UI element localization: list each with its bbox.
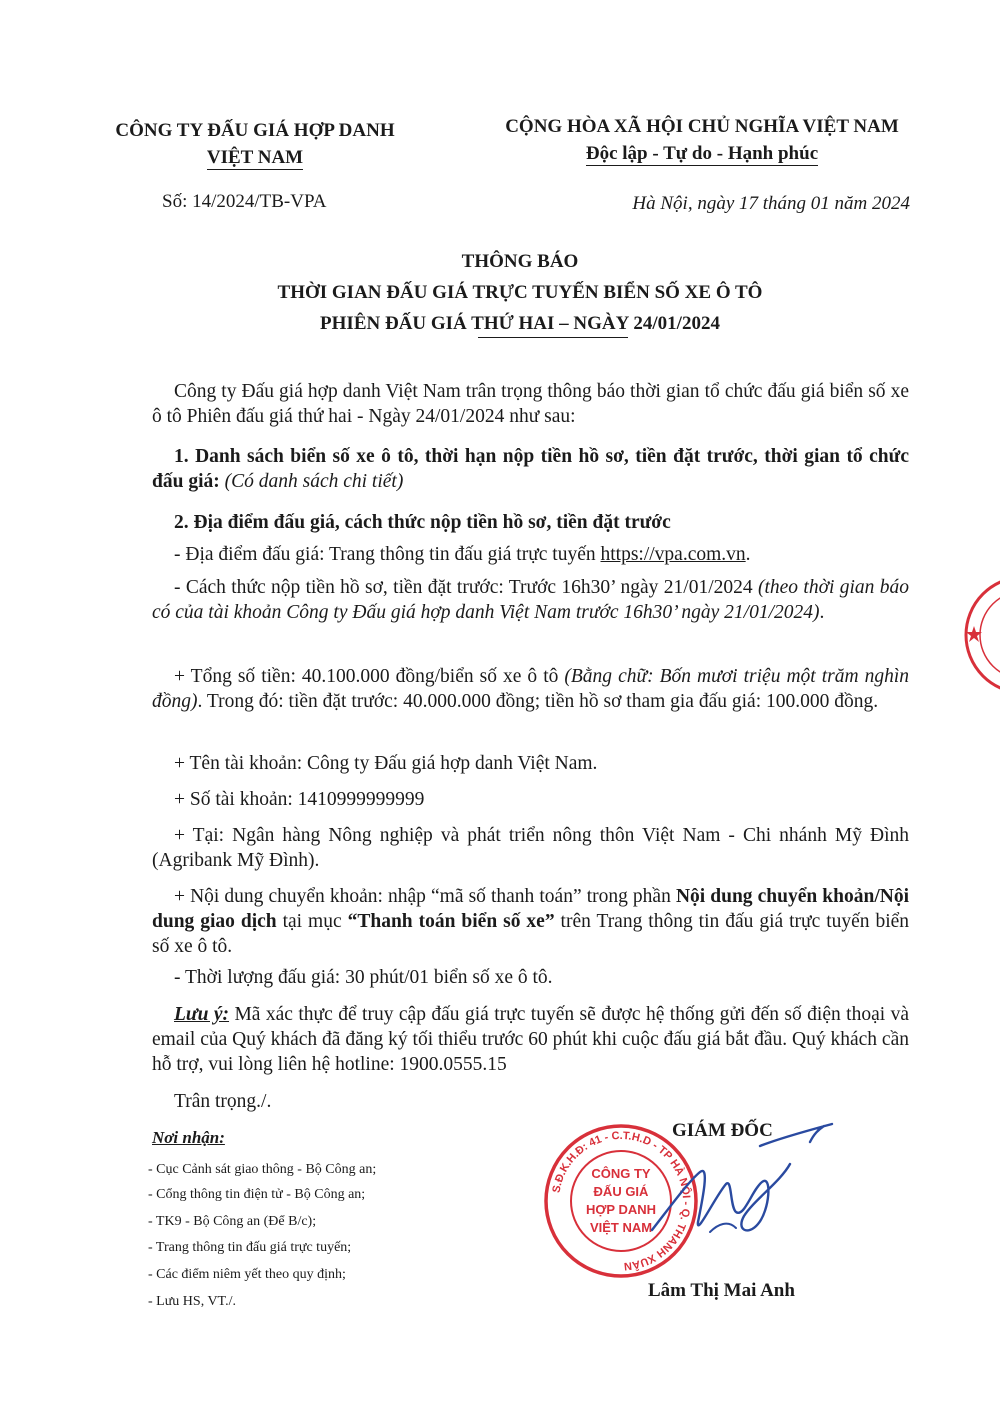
transfer-content: + Nội dung chuyển khoản: nhập “mã số thanh toán” trong phần Nội dung chuyển khoản/Nội dung giao dịch tại mục “Thanh toán biển số xe” trên Trang thông tin đấu giá trực tuyến biển số xe ô tô. bbox=[152, 886, 910, 957]
company-name-line2: VIỆT NAM bbox=[206, 147, 304, 168]
auction-location: - Địa điểm đấu giá: Trang thông tin đấu giá trực tuyến https://vpa.com.vn. bbox=[174, 544, 751, 565]
nation-motto: Độc lập - Tự do - Hạnh phúc bbox=[585, 143, 819, 164]
recipients-label: Nơi nhận: bbox=[152, 1128, 225, 1147]
recipient-item: - Các điểm niêm yết theo quy định; bbox=[148, 1267, 346, 1282]
place-and-date: Hà Nội, ngày 17 tháng 01 năm 2024 bbox=[632, 193, 910, 214]
account-number: + Số tài khoản: 1410999999999 bbox=[174, 789, 425, 810]
section-1-heading: 1. Danh sách biển số xe ô tô, thời hạn nộp tiền hồ sơ, tiền đặt trước, thời gian tổ chức đấu giá: bbox=[152, 446, 909, 492]
payment-method: - Cách thức nộp tiền hồ sơ, tiền đặt trước: Trước 16h30’ ngày 21/01/2024 (theo thời gian báo có của tài khoản Công ty Đấu giá hợp danh Việt Nam trước 16h30’ ngày 21/01/2024). bbox=[152, 577, 910, 623]
edge-seal bbox=[958, 574, 1000, 696]
title-line3: PHIÊN ĐẤU GIÁ THỨ HAI – NGÀY 24/01/2024 bbox=[320, 313, 720, 334]
recipient-item: - TK9 - Bộ Công an (Để B/c); bbox=[148, 1214, 317, 1229]
total-amount: + Tổng số tiền: 40.100.000 đồng/biển số xe ô tô (Bằng chữ: Bốn mươi triệu một trăm nghìn đồng). Trong đó: tiền đặt trước: 40.000.000 đồng; tiền hồ sơ tham gia đấu giá: 100.000 đồng. bbox=[152, 666, 910, 712]
signer-position: GIÁM ĐỐC bbox=[672, 1120, 773, 1141]
signature-scribble bbox=[640, 1112, 840, 1262]
signer-name: Lâm Thị Mai Anh bbox=[648, 1280, 795, 1301]
company-name-line1: CÔNG TY ĐẤU GIÁ HỢP DANH bbox=[115, 120, 395, 141]
company-name bbox=[80, 117, 430, 171]
title-line2: THỜI GIAN ĐẤU GIÁ TRỰC TUYẾN BIỂN SỐ XE Ô TÔ bbox=[277, 282, 763, 303]
website-link[interactable]: https://vpa.com.vn bbox=[600, 544, 746, 565]
closing: Trân trọng./. bbox=[174, 1091, 272, 1112]
svg-text:HỢP DANH: HỢP DANH bbox=[585, 1202, 657, 1217]
auction-duration: - Thời lượng đấu giá: 30 phút/01 biển số xe ô tô. bbox=[174, 967, 553, 988]
note-label: Lưu ý: bbox=[174, 1004, 230, 1025]
svg-text:VIỆT NAM: VIỆT NAM bbox=[589, 1220, 653, 1235]
nation-title: CỘNG HÒA XÃ HỘI CHỦ NGHĨA VIỆT NAM bbox=[505, 116, 899, 137]
title-line1: THÔNG BÁO bbox=[461, 251, 579, 272]
intro-paragraph: Công ty Đấu giá hợp danh Việt Nam trân trọng thông báo thời gian tổ chức đấu giá biển số xe ô tô Phiên đấu giá thứ hai - Ngày 24/01/2024 như sau: bbox=[152, 381, 909, 427]
section-1 bbox=[152, 444, 909, 494]
national-motto bbox=[462, 113, 942, 167]
title-underline bbox=[478, 337, 628, 338]
section-2-heading: 2. Địa điểm đấu giá, cách thức nộp tiền hồ sơ, tiền đặt trước bbox=[174, 512, 671, 533]
recipient-item: - Trang thông tin đấu giá trực tuyến; bbox=[148, 1240, 352, 1255]
recipient-item: - Cục Cảnh sát giao thông - Bộ Công an; bbox=[148, 1162, 377, 1177]
document-title bbox=[80, 246, 960, 339]
note-paragraph: Lưu ý: Mã xác thực để truy cập đấu giá trực tuyến sẽ được hệ thống gửi đến số điện thoại và email của Quý khách đã đăng ký tối thiểu trước 60 phút khi cuộc đấu giá bắt đầu. Quý khách cần hỗ trợ, vui lòng liên hệ hotline: 1900.0555.15 bbox=[152, 1004, 910, 1075]
account-name: + Tên tài khoản: Công ty Đấu giá hợp danh Việt Nam. bbox=[174, 753, 598, 774]
bank-info: + Tại: Ngân hàng Nông nghiệp và phát triển nông thôn Việt Nam - Chi nhánh Mỹ Đình (Agribank Mỹ Đình). bbox=[152, 825, 909, 871]
recipient-item: - Cổng thông tin điện tử - Bộ Công an; bbox=[148, 1187, 366, 1202]
document-number: Số: 14/2024/TB-VPA bbox=[162, 191, 327, 212]
section-1-note: (Có danh sách chi tiết) bbox=[224, 471, 404, 492]
svg-text:S.Đ.K.H.Đ: 41 - C.T.H.D - TP H: S.Đ.K.H.Đ: 41 - C.T.H.D - TP HÀ NỘI - Q. THANH XUÂN bbox=[550, 1129, 693, 1273]
svg-text:ĐẤU GIÁ: ĐẤU GIÁ bbox=[593, 1184, 649, 1199]
recipient-item: - Lưu HS, VT./. bbox=[148, 1294, 236, 1309]
svg-text:CÔNG TY: CÔNG TY bbox=[591, 1166, 651, 1181]
